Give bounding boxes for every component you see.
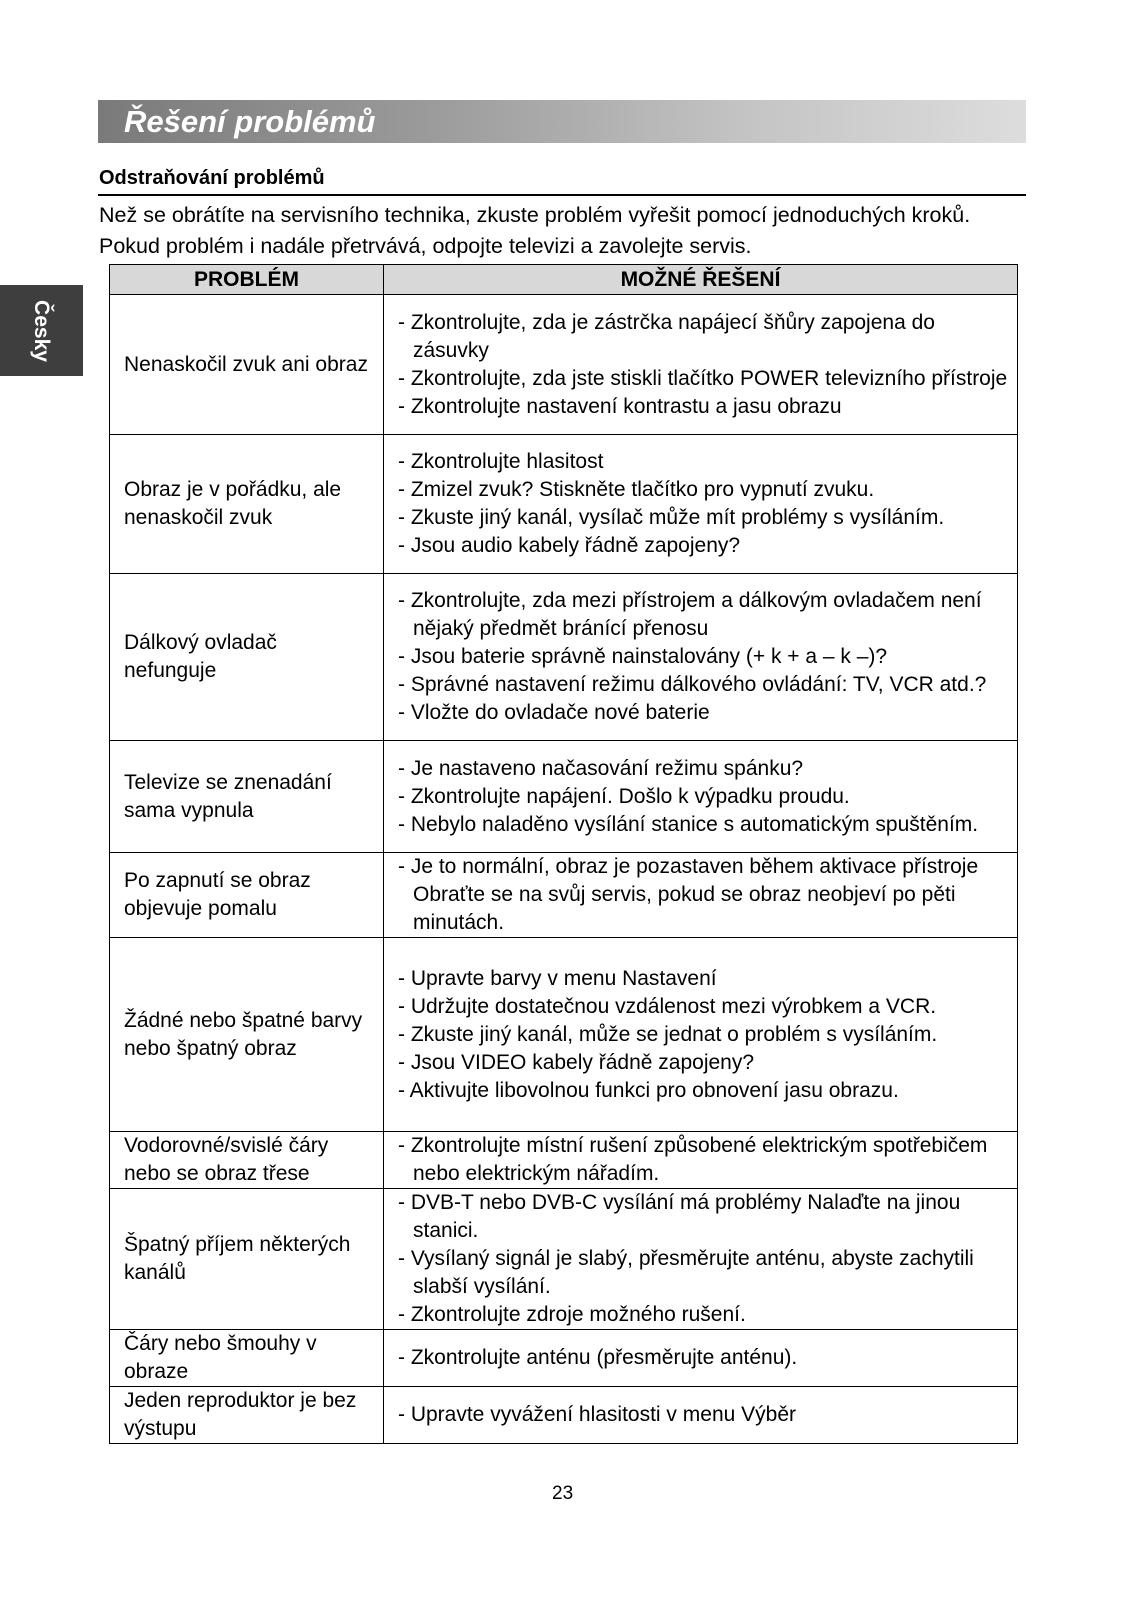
solution-cell [384, 295, 1018, 435]
solution-item: - Aktivujte libovolnou funkci pro obnovení jasu obrazu. [398, 1078, 899, 1102]
solution-item: - Správné nastavení režimu dálkového ovládání: TV, VCR atd.? [398, 673, 987, 696]
problem-cell: Obraz je v pořádku, ale nenaskočil zvuk [110, 435, 384, 574]
problem-cell: Vodorovné/svislé čáry nebo se obraz třese [110, 1132, 384, 1189]
solution-item: - Vložte do ovladače nové baterie [398, 701, 710, 724]
solution-item: - Jsou audio kabely řádně zapojeny? [398, 534, 741, 557]
solution-cell [384, 741, 1018, 853]
table-row [110, 435, 1018, 574]
solution-item: - Upravte barvy v menu Nastavení [398, 966, 717, 990]
header-solution: MOŽNÉ ŘEŠENÍ [384, 265, 1018, 295]
solution-item: - Zkontrolujte, zda mezi přístrojem a dálkovým ovladačem není nějaký předmět bránící přenosu [398, 589, 982, 640]
solution-item: - Je nastaveno načasování režimu spánku? [398, 756, 804, 780]
solution-item: - Zmizel zvuk? Stiskněte tlačítko pro vypnutí zvuku. [398, 478, 875, 501]
solution-item: - Nebylo naladěno vysílání stanice s automatickým spuštěním. [398, 812, 979, 836]
solution-cell [384, 1330, 1018, 1387]
solution-cell [384, 1132, 1018, 1189]
solution-item: - Zkontrolujte nastavení kontrastu a jasu obrazu [398, 394, 842, 418]
problem-cell: Televize se znenadání sama vypnula [110, 741, 384, 853]
solution-item: - Zkontrolujte zdroje možného rušení. [398, 1303, 746, 1326]
solution-item: - Zkontrolujte, zda jste stiskli tlačítko POWER televizního přístroje [398, 366, 1008, 390]
solution-cell [384, 853, 1018, 938]
solution-item: - Udržujte dostatečnou vzdálenost mezi výrobkem a VCR. [398, 994, 937, 1018]
table-row [110, 1132, 1018, 1189]
page-title: Řešení problémů [124, 104, 376, 139]
problem-cell: Žádné nebo špatné barvy nebo špatný obraz [110, 938, 384, 1132]
page-number: 23 [552, 1483, 574, 1504]
problem-cell: Po zapnutí se obraz objevuje pomalu [110, 853, 384, 938]
solution-item: - Zkontrolujte napájení. Došlo k výpadku proudu. [398, 784, 850, 808]
header-problem: PROBLÉM [110, 265, 384, 295]
table-row [110, 741, 1018, 853]
solution-item: - Zkontrolujte hlasitost [398, 450, 604, 473]
problem-cell: Jeden reproduktor je bez výstupu [110, 1387, 384, 1444]
solution-item: - Zkontrolujte, zda je zástrčka napájecí šňůry zapojena do zásuvky [398, 310, 935, 362]
table-row [110, 1387, 1018, 1444]
title-bar [98, 100, 1026, 143]
language-tab-label: Česky [30, 300, 53, 362]
problem-cell: Dálkový ovladač nefunguje [110, 574, 384, 741]
solution-item: - Vysílaný signál je slabý, přesměrujte anténu, abyste zachytili slabší vysílání. [398, 1247, 974, 1298]
problem-cell: Čáry nebo šmouhy v obraze [110, 1330, 384, 1387]
table-header-row [110, 265, 1018, 295]
table-row [110, 938, 1018, 1132]
solution-item: - Je to normální, obraz je pozastaven během aktivace přístroje Obraťte se na svůj servis, pokud se obraz neobjeví po pěti minutách. [398, 855, 979, 934]
solution-item: - DVB-T nebo DVB-C vysílání má problémy Nalaďte na jinou stanici. [398, 1191, 961, 1242]
table-row [110, 1189, 1018, 1330]
solution-item: - Upravte vyvážení hlasitosti v menu Výběr [398, 1403, 796, 1426]
solution-cell [384, 1387, 1018, 1444]
solution-item: - Zkuste jiný kanál, může se jednat o problém s vysíláním. [398, 1022, 938, 1046]
table-row [110, 295, 1018, 435]
table-row [110, 853, 1018, 938]
solution-item: - Jsou baterie správně nainstalovány (+ k + a – k –)? [398, 645, 888, 668]
solution-cell [384, 435, 1018, 574]
solution-item: - Jsou VIDEO kabely řádně zapojeny? [398, 1050, 755, 1074]
table-row [110, 1330, 1018, 1387]
problem-cell: Špatný příjem některých kanálů [110, 1189, 384, 1330]
solution-cell [384, 938, 1018, 1132]
solution-cell [384, 1189, 1018, 1330]
solution-item: - Zkontrolujte anténu (přesměrujte anténu). [398, 1346, 798, 1369]
troubleshooting-table [109, 264, 1018, 1444]
intro-paragraph: Než se obrátíte na servisního technika, zkuste problém vyřešit pomocí jednoduchých kroků. Pokud problém i nadále přetrvává, odpojte televizi a zavolejte servis. [99, 203, 971, 258]
subtitle-divider [98, 194, 1026, 196]
section-subtitle: Odstraňování problémů [99, 167, 325, 189]
problem-cell: Nenaskočil zvuk ani obraz [110, 295, 384, 435]
language-tab [0, 285, 83, 376]
solution-item: - Zkontrolujte místní rušení způsobené elektrickým spotřebičem nebo elektrickým nářadím. [398, 1134, 988, 1185]
solution-cell [384, 574, 1018, 741]
table-row [110, 574, 1018, 741]
solution-item: - Zkuste jiný kanál, vysílač může mít problémy s vysíláním. [398, 506, 945, 529]
